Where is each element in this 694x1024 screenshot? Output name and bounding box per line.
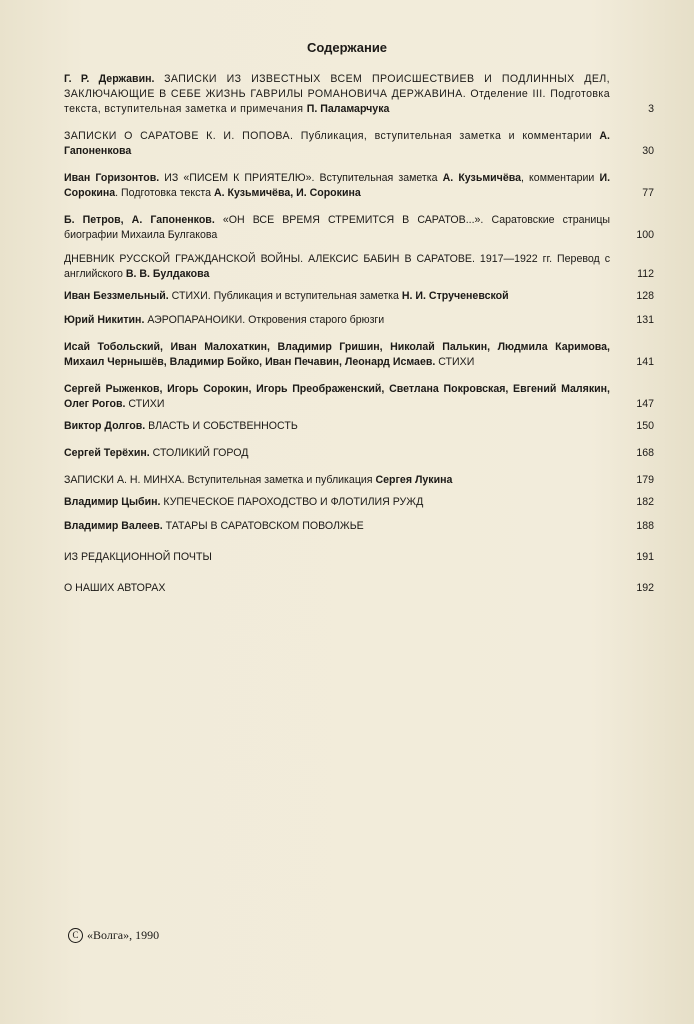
entry-page-number: 182 — [636, 496, 654, 508]
entry-credit: А. Кузьмичёва, И. Сорокина — [214, 187, 361, 199]
entry-credit: Сергея Лукина — [375, 474, 453, 486]
entry-text — [64, 289, 624, 304]
entry-text — [64, 446, 624, 461]
toc-entry — [64, 72, 654, 117]
entry-text — [64, 473, 624, 488]
entry-credit: А. Гапоненкова — [64, 130, 610, 157]
entry-title: КУПЕЧЕСКОЕ ПАРОХОДСТВО И ФЛОТИЛИЯ РУЖД — [160, 496, 424, 508]
entry-page-number: 77 — [642, 187, 654, 199]
toc-entry — [64, 340, 654, 370]
entry-credit: И. Сорокина — [64, 172, 611, 199]
entry-page-number: 168 — [636, 447, 654, 459]
entry-author: Юрий Никитин. — [64, 314, 145, 326]
toc-entry — [64, 446, 654, 461]
entry-credit: А. Кузьмичёва — [442, 172, 521, 184]
entry-page-number: 150 — [636, 420, 654, 432]
entry-page-number: 112 — [637, 268, 654, 280]
entry-author: Сергей Рыженков, Игорь Сорокин, Игорь Преображенский, Светлана Покровская, Евгений Малякин, Олег Рогов. — [64, 383, 610, 410]
toc-entry — [64, 419, 654, 434]
entry-title: «ОН ВСЕ ВРЕМЯ СТРЕМИТСЯ В САРАТОВ...». Саратовские страницы биографии Михаила Булгакова — [64, 214, 611, 241]
entry-credit: В. В. Булдакова — [125, 268, 210, 280]
copyright-text: «Волга», 1990 — [87, 928, 160, 942]
toc-entry — [64, 473, 654, 488]
entry-title: О НАШИХ АВТОРАХ — [64, 582, 166, 594]
entry-page-number: 3 — [648, 103, 654, 115]
entry-author: Исай Тобольский, Иван Малохаткин, Владимир Гришин, Николай Палькин, Людмила Каримова, Михаил Чернышёв, Владимир Бойко, Иван Печавин, Леонард Исмаев. — [64, 341, 610, 368]
entry-title: ЗАПИСКИ О САРАТОВЕ К. И. ПОПОВА. Публикация, вступительная заметка и комментарии — [64, 130, 600, 142]
entry-author: Владимир Цыбин. — [64, 496, 161, 508]
entry-text — [64, 419, 624, 434]
entry-text — [64, 340, 624, 370]
entry-page-number: 131 — [636, 314, 654, 326]
toc-entry — [64, 550, 654, 565]
entry-title: ИЗ «ПИСЕМ К ПРИЯТЕЛЮ». Вступительная заметка — [159, 172, 443, 184]
entry-credit: П. Паламарчука — [306, 103, 390, 115]
entry-author: Г. Р. Державин. — [64, 73, 155, 85]
entry-text — [64, 550, 624, 565]
copyright-icon: C — [68, 928, 83, 943]
entry-page-number: 179 — [636, 474, 654, 486]
entry-title: АЭРОПАРАНОИКИ. Откровения старого брюзги — [144, 314, 385, 326]
entry-title: СТИХИ — [435, 356, 475, 368]
entry-title: ВЛАСТЬ И СОБСТВЕННОСТЬ — [145, 420, 298, 432]
entry-page-number: 141 — [636, 356, 654, 368]
entry-author: Виктор Долгов. — [64, 420, 146, 432]
entry-title: ИЗ РЕДАКЦИОННОЙ ПОЧТЫ — [64, 551, 212, 563]
entry-text — [64, 252, 624, 282]
entry-text-part: , комментарии — [521, 172, 600, 184]
entry-title: ДНЕВНИК РУССКОЙ ГРАЖДАНСКОЙ ВОЙНЫ. АЛЕКСИС БАБИН В САРАТОВЕ. 1917—1922 гг. Перевод с английского — [64, 253, 610, 280]
entry-text — [64, 581, 624, 596]
toc-entry — [64, 313, 654, 328]
entry-author: Иван Беззмельный. — [64, 290, 169, 302]
entry-page-number: 192 — [636, 582, 654, 594]
entry-author: Сергей Терёхин. — [64, 447, 150, 459]
toc-entry — [64, 289, 654, 304]
entry-title: СТИХИ — [125, 398, 165, 410]
entry-title: ЗАПИСКИ ИЗ ИЗВЕСТНЫХ ВСЕМ ПРОИСШЕСТВИЕВ И ПОДЛИННЫХ ДЕЛ, ЗАКЛЮЧАЮЩИЕ В СЕБЕ ЖИЗНЬ ГАВРИЛЫ РОМАНОВИЧА ДЕРЖАВИНА. Отделение III. Подготовка текста, вступительная заметка и примечания — [64, 73, 610, 115]
entry-title: ЗАПИСКИ А. Н. МИНХА. Вступительная заметка и публикация — [64, 474, 376, 486]
entry-title: СТИХИ. Публикация и вступительная заметка — [168, 290, 402, 302]
entry-text — [64, 495, 624, 510]
entry-text — [64, 129, 624, 159]
entry-page-number: 30 — [642, 145, 654, 157]
entry-title: СТОЛИКИЙ ГОРОД — [149, 447, 249, 459]
copyright-footer — [68, 928, 159, 943]
entry-text — [64, 72, 624, 117]
entry-text — [64, 313, 624, 328]
entry-page-number: 100 — [636, 229, 654, 241]
toc-entry — [64, 581, 654, 596]
entry-text — [64, 171, 624, 201]
entry-text — [64, 519, 624, 534]
entry-text-part: . Подготовка текста — [115, 187, 215, 199]
toc-entry — [64, 382, 654, 412]
page-title: Содержание — [306, 40, 388, 55]
toc-entry — [64, 171, 654, 201]
toc-entry — [64, 252, 654, 282]
toc-entry — [64, 519, 654, 534]
entry-author: Иван Горизонтов. — [64, 172, 160, 184]
toc-entry — [64, 129, 654, 159]
entry-page-number: 128 — [636, 290, 654, 302]
toc-entry — [64, 213, 654, 243]
entry-author: Б. Петров, А. Гапоненков. — [64, 214, 215, 226]
entry-page-number: 191 — [636, 551, 654, 563]
entry-text — [64, 213, 624, 243]
entry-page-number: 188 — [636, 520, 654, 532]
toc-entry — [64, 495, 654, 510]
entry-title: ТАТАРЫ В САРАТОВСКОМ ПОВОЛЖЬЕ — [162, 520, 364, 532]
entry-page-number: 147 — [636, 398, 654, 410]
entry-credit: Н. И. Струченевской — [401, 290, 509, 302]
table-of-contents — [64, 72, 654, 596]
entry-author: Владимир Валеев. — [64, 520, 163, 532]
entry-text — [64, 382, 624, 412]
